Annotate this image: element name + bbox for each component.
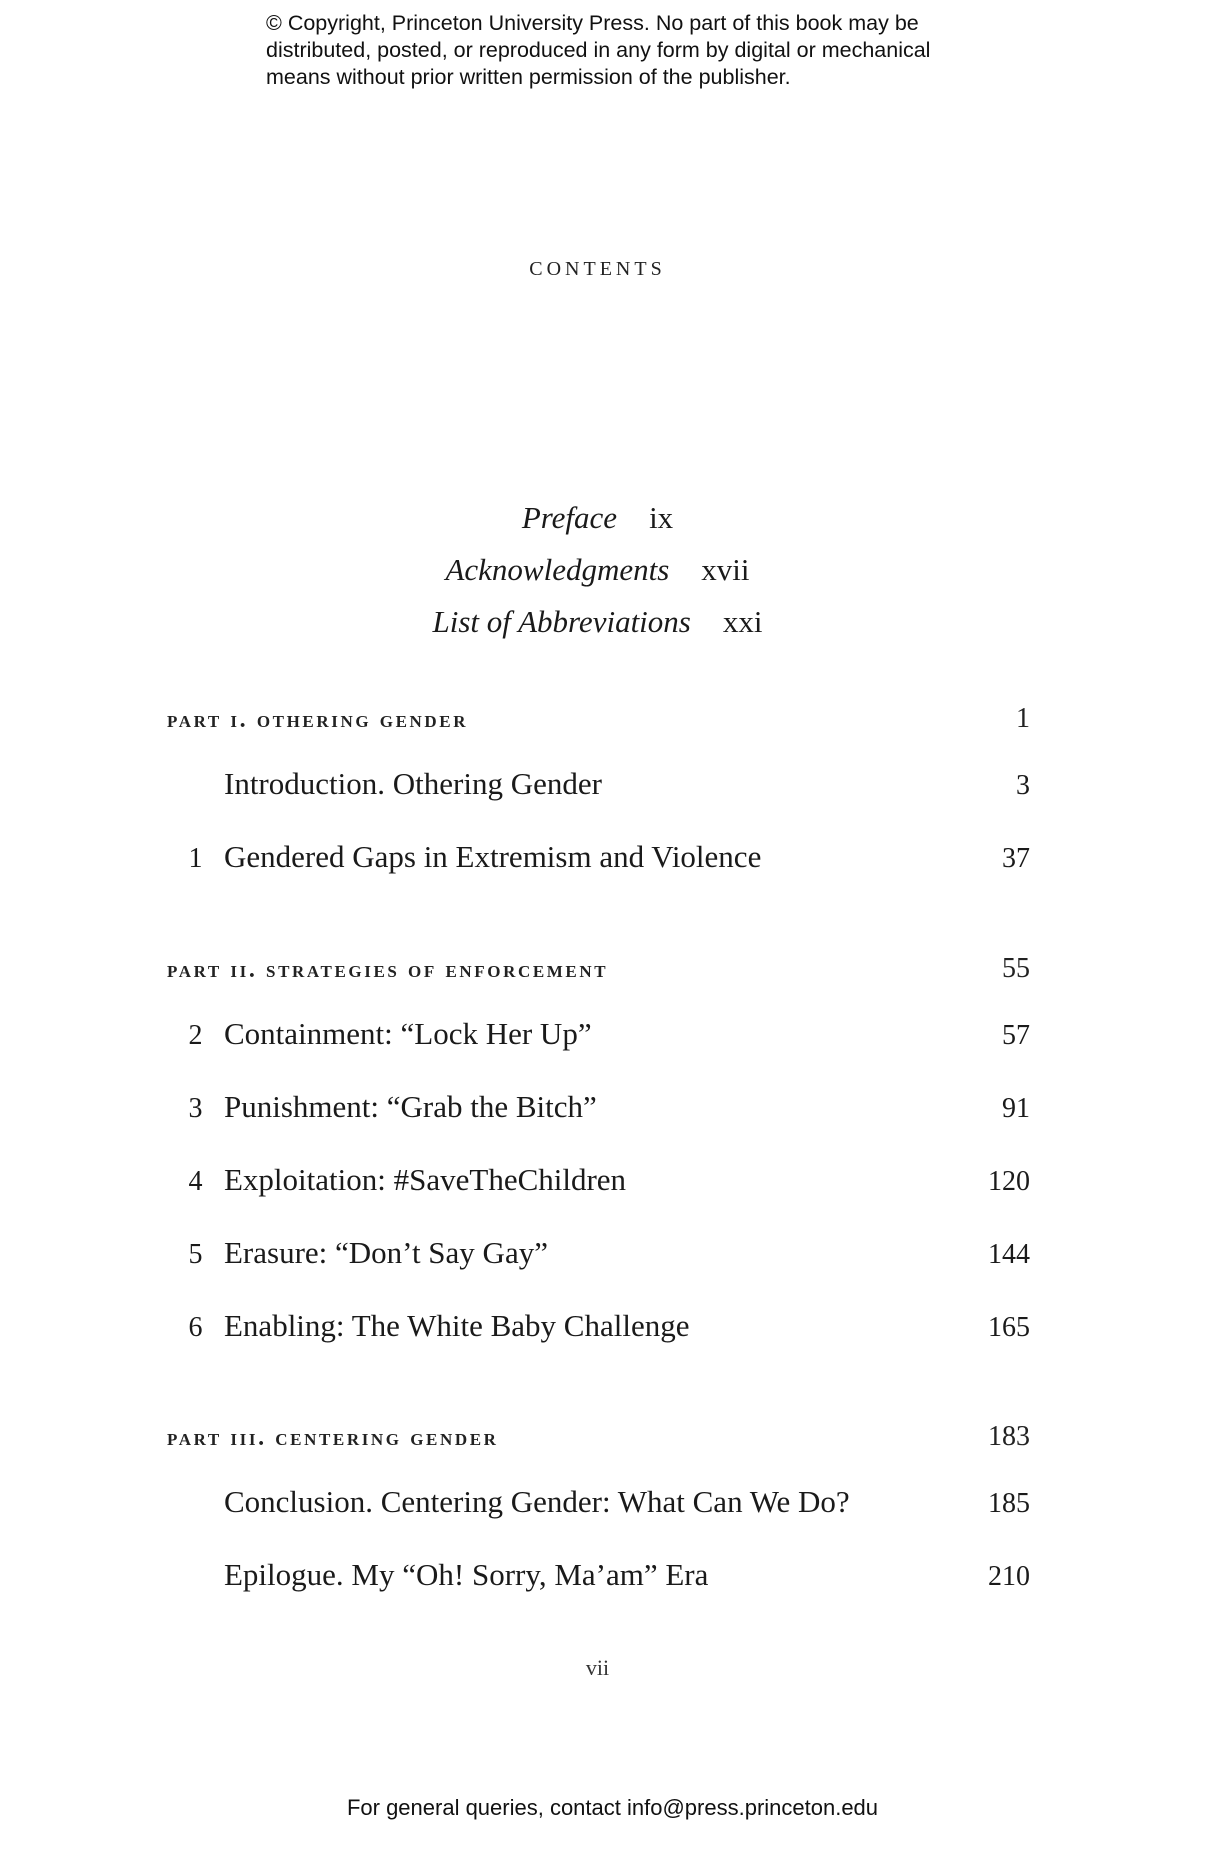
toc-chapter-5[interactable] <box>167 1235 1030 1271</box>
chapter-title: Exploitation: #SaveTheChildren <box>224 1162 627 1197</box>
toc-chapter-introduction[interactable] <box>167 766 1030 802</box>
toc-page-number: 57 <box>1002 1020 1030 1051</box>
toc-chapter-2[interactable] <box>167 1016 1030 1052</box>
copyright-line: distributed, posted, or reproduced in any form by digital or mechanical <box>266 38 931 62</box>
toc-entry-acknowledgments[interactable] <box>0 552 1195 604</box>
toc-entry-preface[interactable] <box>0 500 1195 552</box>
part-label: part ii. strategies of enforcement <box>167 957 609 983</box>
chapter-number: 4 <box>188 1166 203 1197</box>
chapter-title: Punishment: “Grab the Bitch” <box>224 1089 597 1124</box>
toc-page-number: xvii <box>701 552 750 587</box>
contact-footer: For general queries, contact info@press.princeton.edu <box>346 1795 879 1820</box>
chapter-title: Containment: “Lock Her Up” <box>224 1016 592 1051</box>
chapter-number: 3 <box>188 1093 203 1124</box>
toc-entry-label: Preface <box>521 500 618 535</box>
toc-page-number: 3 <box>1016 770 1030 801</box>
chapter-title: Erasure: “Don’t Say Gay” <box>224 1235 548 1270</box>
front-matter-list <box>0 500 1195 656</box>
toc-page-number: 37 <box>1002 843 1030 874</box>
toc-page-number: 55 <box>1002 953 1030 984</box>
page-title: contents <box>529 250 666 282</box>
toc-page-number: 165 <box>988 1312 1030 1343</box>
toc-chapter-1[interactable] <box>167 839 1030 875</box>
toc-entry-label: Acknowledgments <box>445 552 670 587</box>
chapter-number: 6 <box>188 1312 203 1343</box>
toc-chapter-6[interactable] <box>167 1308 1030 1344</box>
toc-chapter-4[interactable] <box>167 1162 1030 1198</box>
toc-page-number: xxi <box>722 604 763 639</box>
copyright-notice <box>266 10 1026 91</box>
chapter-title: Conclusion. Centering Gender: What Can We Do? <box>224 1484 850 1519</box>
toc-entry-abbreviations[interactable] <box>0 604 1195 656</box>
chapter-number: 1 <box>188 843 203 874</box>
toc-part-3[interactable] <box>167 1421 1030 1453</box>
toc-chapter-conclusion[interactable] <box>167 1484 1030 1520</box>
toc-page-number: 210 <box>988 1561 1030 1592</box>
chapter-title: Gendered Gaps in Extremism and Violence <box>224 839 762 874</box>
toc-page-number: 91 <box>1002 1093 1030 1124</box>
copyright-line: means without prior written permission of the publisher. <box>266 65 791 89</box>
copyright-line: © Copyright, Princeton University Press. No part of this book may be <box>266 11 919 35</box>
toc-page-number: 183 <box>988 1421 1030 1452</box>
page-number: vii <box>585 1655 610 1680</box>
part-label: part iii. centering gender <box>167 1425 499 1451</box>
toc-page-number: ix <box>649 500 674 535</box>
chapter-title: Epilogue. My “Oh! Sorry, Ma’am” Era <box>224 1557 709 1592</box>
chapter-number: 2 <box>188 1020 203 1051</box>
toc-page-number: 1 <box>1016 703 1030 734</box>
toc-chapter-epilogue[interactable] <box>167 1557 1030 1593</box>
toc-page-number: 120 <box>988 1166 1030 1197</box>
chapter-title: Enabling: The White Baby Challenge <box>224 1308 690 1343</box>
toc-page-number: 144 <box>988 1239 1030 1270</box>
toc-page-number: 185 <box>988 1488 1030 1519</box>
chapter-number: 5 <box>188 1239 203 1270</box>
toc-part-2[interactable] <box>167 953 1030 985</box>
toc-chapter-3[interactable] <box>167 1089 1030 1125</box>
toc-entry-label: List of Abbreviations <box>432 604 691 639</box>
toc-part-1[interactable] <box>167 703 1030 735</box>
part-label: part i. othering gender <box>167 707 469 733</box>
chapter-title: Introduction. Othering Gender <box>224 766 602 801</box>
